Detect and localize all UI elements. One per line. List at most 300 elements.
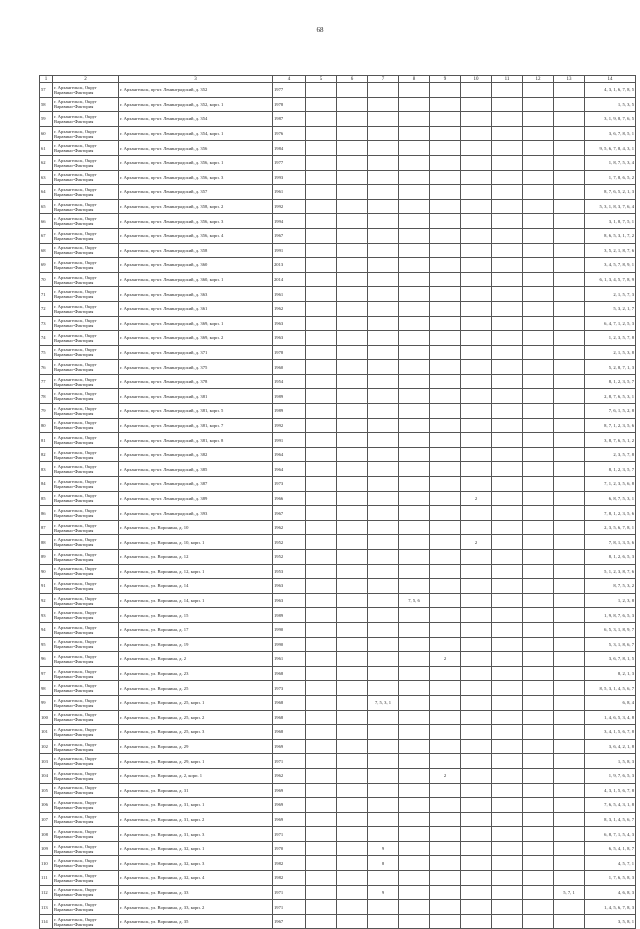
owner-district: г. Архангельск, Округ Варавино-Фактория <box>53 637 119 652</box>
col-10 <box>461 331 492 346</box>
address: г. Архангельск, пр-кт. Ленинградский, д. 381 <box>119 389 273 404</box>
address: г. Архангельск, пр-кт. Ленинградский, д. 393 <box>119 506 273 521</box>
row-number: 58 <box>40 97 53 112</box>
col-8 <box>399 243 430 258</box>
address: г. Архангельск, ул. Воронина, д. 14, корп. 1 <box>119 593 273 608</box>
col-12 <box>523 681 554 696</box>
col-6 <box>337 520 368 535</box>
col-12 <box>523 418 554 433</box>
build-year: 1970 <box>273 841 306 856</box>
build-year: 1968 <box>273 725 306 740</box>
table-row <box>40 97 636 112</box>
col-9 <box>430 871 461 886</box>
row-number: 90 <box>40 564 53 579</box>
col-14-codes: 7, 8, 1, 3, 5, 6 <box>585 535 636 550</box>
col-14-codes: 7, 6, 1, 5, 2, 8 <box>585 404 636 419</box>
col-11 <box>492 418 523 433</box>
col-9 <box>430 112 461 127</box>
col-8 <box>399 258 430 273</box>
col-5 <box>306 783 337 798</box>
col-7 <box>368 185 399 200</box>
address: г. Архангельск, ул. Воронина, д. 2 <box>119 652 273 667</box>
col-7 <box>368 564 399 579</box>
build-year: 1967 <box>273 228 306 243</box>
col-10 <box>461 418 492 433</box>
col-9 <box>430 564 461 579</box>
build-year: 1978 <box>273 97 306 112</box>
col-5 <box>306 141 337 156</box>
table-row <box>40 170 636 185</box>
owner-district: г. Архангельск, Округ Варавино-Фактория <box>53 550 119 565</box>
col-11 <box>492 695 523 710</box>
address: г. Архангельск, пр-кт. Ленинградский, д. 369, корп. 1 <box>119 316 273 331</box>
col-5 <box>306 666 337 681</box>
col-9 <box>430 126 461 141</box>
col-7 <box>368 739 399 754</box>
col-8 <box>399 155 430 170</box>
table-row <box>40 155 636 170</box>
col-6 <box>337 608 368 623</box>
col-8 <box>399 199 430 214</box>
col-5 <box>306 301 337 316</box>
address: г. Архангельск, пр-кт. Ленинградский, д. 381, корп. 7 <box>119 418 273 433</box>
build-year: 1954 <box>273 374 306 389</box>
address: г. Архангельск, пр-кт. Ленинградский, д. 369, корп. 2 <box>119 331 273 346</box>
col-9 <box>430 331 461 346</box>
col-8 <box>399 739 430 754</box>
col-12 <box>523 914 554 929</box>
table-row <box>40 447 636 462</box>
row-number: 100 <box>40 710 53 725</box>
col-11 <box>492 827 523 842</box>
col-10 <box>461 593 492 608</box>
col-10 <box>461 243 492 258</box>
col-14-codes: 7, 8, 1, 2, 3, 5, 6 <box>585 506 636 521</box>
address: г. Архангельск, ул. Воронина, д. 32, корп. 3 <box>119 856 273 871</box>
owner-district: г. Архангельск, Округ Варавино-Фактория <box>53 447 119 462</box>
row-number: 60 <box>40 126 53 141</box>
col-5 <box>306 710 337 725</box>
table-row <box>40 564 636 579</box>
col-13 <box>554 462 585 477</box>
col-12 <box>523 491 554 506</box>
col-13 <box>554 228 585 243</box>
col-14-codes: 8, 3, 1, 4, 5, 6, 7 <box>585 812 636 827</box>
col-5 <box>306 812 337 827</box>
build-year: 1992 <box>273 199 306 214</box>
col-8 <box>399 214 430 229</box>
col-14-codes: 3, 8, 7, 6, 5, 1, 2 <box>585 433 636 448</box>
table-row <box>40 331 636 346</box>
col-5 <box>306 871 337 886</box>
row-number: 72 <box>40 301 53 316</box>
col-8 <box>399 885 430 900</box>
address: г. Архангельск, ул. Воронина, д. 29, корп. 1 <box>119 754 273 769</box>
col-13 <box>554 272 585 287</box>
row-number: 73 <box>40 316 53 331</box>
col-5 <box>306 345 337 360</box>
col-11 <box>492 404 523 419</box>
col-9 <box>430 97 461 112</box>
col-7 <box>368 404 399 419</box>
address: г. Архангельск, ул. Воронина, д. 12, корп. 1 <box>119 564 273 579</box>
col-11 <box>492 141 523 156</box>
column-number-8: 8 <box>399 76 430 83</box>
address: г. Архангельск, пр-кт. Ленинградский, д. 382 <box>119 447 273 462</box>
col-9 <box>430 622 461 637</box>
build-year: 1963 <box>273 593 306 608</box>
col-9 <box>430 914 461 929</box>
build-year: 1994 <box>273 214 306 229</box>
col-5 <box>306 754 337 769</box>
col-14-codes: 5, 3, 1, 8, 6, 7 <box>585 637 636 652</box>
col-6 <box>337 374 368 389</box>
col-10 <box>461 579 492 594</box>
col-6 <box>337 652 368 667</box>
address: г. Архангельск, ул. Воронина, д. 10 <box>119 520 273 535</box>
column-number-11: 11 <box>492 76 523 83</box>
col-13 <box>554 287 585 302</box>
col-11 <box>492 739 523 754</box>
col-5 <box>306 404 337 419</box>
column-number-9: 9 <box>430 76 461 83</box>
col-7 <box>368 754 399 769</box>
col-12 <box>523 900 554 915</box>
col-8 <box>399 112 430 127</box>
col-8 <box>399 871 430 886</box>
owner-district: г. Архангельск, Округ Варавино-Фактория <box>53 83 119 98</box>
build-year: 1962 <box>273 520 306 535</box>
col-13 <box>554 83 585 98</box>
address: г. Архангельск, пр-кт. Ленинградский, д. 356, корп. 1 <box>119 155 273 170</box>
col-5 <box>306 258 337 273</box>
col-10 <box>461 301 492 316</box>
row-number: 113 <box>40 900 53 915</box>
col-14-codes: 5, 3, 2, 1, 7 <box>585 301 636 316</box>
address: г. Архангельск, пр-кт. Ленинградский, д. 356, корп. 4 <box>119 228 273 243</box>
col-5 <box>306 418 337 433</box>
col-8 <box>399 360 430 375</box>
table-row <box>40 287 636 302</box>
table-row <box>40 228 636 243</box>
col-10 <box>461 550 492 565</box>
col-5 <box>306 739 337 754</box>
owner-district: г. Архангельск, Округ Варавино-Фактория <box>53 374 119 389</box>
col-9 <box>430 374 461 389</box>
col-14-codes: 6, 1, 3, 4, 5, 7, 8, 9 <box>585 272 636 287</box>
col-9 <box>430 710 461 725</box>
col-7 <box>368 900 399 915</box>
owner-district: г. Архангельск, Округ Варавино-Фактория <box>53 301 119 316</box>
col-12 <box>523 754 554 769</box>
col-8 <box>399 681 430 696</box>
col-10 <box>461 433 492 448</box>
col-10 <box>461 462 492 477</box>
col-9 <box>430 856 461 871</box>
table-row <box>40 593 636 608</box>
col-7 <box>368 170 399 185</box>
table-row <box>40 914 636 929</box>
build-year: 2013 <box>273 258 306 273</box>
column-number-5: 5 <box>306 76 337 83</box>
col-11 <box>492 389 523 404</box>
col-9 <box>430 185 461 200</box>
address: г. Архангельск, пр-кт. Ленинградский, д. 360 <box>119 258 273 273</box>
col-9 <box>430 841 461 856</box>
owner-district: г. Архангельск, Округ Варавино-Фактория <box>53 199 119 214</box>
col-6 <box>337 812 368 827</box>
col-10 <box>461 374 492 389</box>
col-5 <box>306 637 337 652</box>
col-10 <box>461 652 492 667</box>
col-6 <box>337 491 368 506</box>
col-13 <box>554 214 585 229</box>
row-number: 96 <box>40 652 53 667</box>
table-row <box>40 666 636 681</box>
table-row <box>40 199 636 214</box>
build-year: 1969 <box>273 739 306 754</box>
col-6 <box>337 506 368 521</box>
col-7 <box>368 506 399 521</box>
col-13 <box>554 170 585 185</box>
col-12 <box>523 258 554 273</box>
col-14-codes: 3, 4, 5, 7, 8, 9, 1 <box>585 258 636 273</box>
owner-district: г. Архангельск, Округ Варавино-Фактория <box>53 360 119 375</box>
build-year: 1971 <box>273 754 306 769</box>
owner-district: г. Архангельск, Округ Варавино-Фактория <box>53 841 119 856</box>
col-10 <box>461 287 492 302</box>
col-8 <box>399 97 430 112</box>
address: г. Архангельск, пр-кт. Ленинградский, д. 352 <box>119 83 273 98</box>
row-number: 91 <box>40 579 53 594</box>
col-6 <box>337 389 368 404</box>
col-14-codes: 8, 5, 3, 1, 4, 5, 6, 7 <box>585 681 636 696</box>
col-9 <box>430 243 461 258</box>
col-14-codes: 7, 1, 2, 3, 5, 6, 8 <box>585 477 636 492</box>
col-10 <box>461 170 492 185</box>
col-14-codes: 1, 9, 8, 7, 6, 5, 3 <box>585 608 636 623</box>
col-7 <box>368 83 399 98</box>
col-12 <box>523 695 554 710</box>
col-12 <box>523 360 554 375</box>
col-8 <box>399 447 430 462</box>
table-row <box>40 681 636 696</box>
col-6 <box>337 535 368 550</box>
col-8 <box>399 185 430 200</box>
build-year: 1960 <box>273 360 306 375</box>
col-9 <box>430 301 461 316</box>
col-11 <box>492 477 523 492</box>
table-row <box>40 83 636 98</box>
column-number-10: 10 <box>461 76 492 83</box>
col-8 <box>399 666 430 681</box>
owner-district: г. Архангельск, Округ Варавино-Фактория <box>53 652 119 667</box>
col-14-codes: 1, 7, 8, 6, 5, 2 <box>585 170 636 185</box>
col-7 <box>368 418 399 433</box>
col-7 <box>368 520 399 535</box>
col-13 <box>554 491 585 506</box>
column-number-row <box>40 76 636 83</box>
col-11 <box>492 535 523 550</box>
col-6 <box>337 214 368 229</box>
col-11 <box>492 768 523 783</box>
address: г. Архангельск, ул. Воронина, д. 33 <box>119 885 273 900</box>
col-8 <box>399 301 430 316</box>
address: г. Архангельск, пр-кт. Ленинградский, д. 371 <box>119 345 273 360</box>
col-12 <box>523 856 554 871</box>
col-7 <box>368 433 399 448</box>
build-year: 1963 <box>273 316 306 331</box>
row-number: 75 <box>40 345 53 360</box>
col-13 <box>554 914 585 929</box>
col-5 <box>306 798 337 813</box>
col-12 <box>523 97 554 112</box>
col-10 <box>461 739 492 754</box>
col-9 <box>430 798 461 813</box>
col-9 <box>430 155 461 170</box>
col-7 <box>368 579 399 594</box>
build-year: 1978 <box>273 345 306 360</box>
col-9 <box>430 447 461 462</box>
col-13 <box>554 520 585 535</box>
col-7 <box>368 550 399 565</box>
col-12 <box>523 374 554 389</box>
col-10 <box>461 389 492 404</box>
col-8 <box>399 228 430 243</box>
col-5 <box>306 885 337 900</box>
owner-district: г. Архангельск, Округ Варавино-Фактория <box>53 126 119 141</box>
col-6 <box>337 477 368 492</box>
table-row <box>40 506 636 521</box>
col-9 <box>430 681 461 696</box>
col-9 <box>430 885 461 900</box>
build-year: 1961 <box>273 287 306 302</box>
col-13 <box>554 258 585 273</box>
address: г. Архангельск, пр-кт. Ленинградский, д. 389 <box>119 491 273 506</box>
col-13 <box>554 856 585 871</box>
col-6 <box>337 185 368 200</box>
col-12 <box>523 272 554 287</box>
col-13 <box>554 608 585 623</box>
col-13 <box>554 433 585 448</box>
col-13: 5, 7, 1 <box>554 885 585 900</box>
col-11 <box>492 433 523 448</box>
col-11 <box>492 798 523 813</box>
col-8 <box>399 462 430 477</box>
col-8 <box>399 477 430 492</box>
col-12 <box>523 447 554 462</box>
col-12 <box>523 798 554 813</box>
table-row <box>40 652 636 667</box>
col-12 <box>523 593 554 608</box>
col-13 <box>554 681 585 696</box>
col-6 <box>337 550 368 565</box>
table-row <box>40 258 636 273</box>
col-6 <box>337 754 368 769</box>
col-6 <box>337 564 368 579</box>
col-11 <box>492 520 523 535</box>
col-11 <box>492 506 523 521</box>
col-5 <box>306 520 337 535</box>
col-9 <box>430 228 461 243</box>
col-14-codes: 6, 8, 4 <box>585 695 636 710</box>
col-9 <box>430 783 461 798</box>
col-11 <box>492 856 523 871</box>
row-number: 108 <box>40 827 53 842</box>
col-9 <box>430 360 461 375</box>
col-14-codes: 4, 3, 1, 5, 6, 7, 8 <box>585 783 636 798</box>
owner-district: г. Архангельск, Округ Варавино-Фактория <box>53 622 119 637</box>
build-year: 1961 <box>273 652 306 667</box>
col-14-codes: 2, 1, 5, 3, 8 <box>585 345 636 360</box>
col-14-codes: 8, 1, 2, 6, 5, 3 <box>585 550 636 565</box>
col-12 <box>523 725 554 740</box>
col-12 <box>523 404 554 419</box>
owner-district: г. Архангельск, Округ Варавино-Фактория <box>53 462 119 477</box>
build-year: 1989 <box>273 608 306 623</box>
col-9 <box>430 462 461 477</box>
col-11 <box>492 331 523 346</box>
build-year: 1969 <box>273 783 306 798</box>
table-row <box>40 885 636 900</box>
col-13 <box>554 812 585 827</box>
owner-district: г. Архангельск, Округ Варавино-Фактория <box>53 579 119 594</box>
build-year: 1976 <box>273 126 306 141</box>
col-10 <box>461 520 492 535</box>
col-10 <box>461 199 492 214</box>
owner-district: г. Архангельск, Округ Варавино-Фактория <box>53 695 119 710</box>
owner-district: г. Архангельск, Округ Варавино-Фактория <box>53 404 119 419</box>
col-14-codes: 2, 3, 5, 7, 8 <box>585 447 636 462</box>
col-6 <box>337 593 368 608</box>
col-7 <box>368 710 399 725</box>
col-5 <box>306 462 337 477</box>
col-8 <box>399 418 430 433</box>
col-6 <box>337 97 368 112</box>
col-10 <box>461 914 492 929</box>
col-8 <box>399 900 430 915</box>
address: г. Архангельск, ул. Воронина, д. 14 <box>119 579 273 594</box>
col-8 <box>399 579 430 594</box>
col-7 <box>368 871 399 886</box>
col-6 <box>337 316 368 331</box>
table-row <box>40 462 636 477</box>
col-10 <box>461 112 492 127</box>
col-13 <box>554 550 585 565</box>
col-8 <box>399 535 430 550</box>
col-12 <box>523 812 554 827</box>
col-8 <box>399 374 430 389</box>
col-12 <box>523 389 554 404</box>
col-12 <box>523 345 554 360</box>
col-6 <box>337 637 368 652</box>
table-body <box>40 83 636 929</box>
col-7 <box>368 345 399 360</box>
col-5 <box>306 506 337 521</box>
col-7 <box>368 652 399 667</box>
row-number: 65 <box>40 199 53 214</box>
build-year: 1982 <box>273 871 306 886</box>
owner-district: г. Архангельск, Округ Варавино-Фактория <box>53 812 119 827</box>
col-8 <box>399 754 430 769</box>
col-14-codes: 4, 6, 8, 3 <box>585 885 636 900</box>
col-6 <box>337 155 368 170</box>
col-14-codes: 1, 4, 5, 6, 7, 8, 3 <box>585 900 636 915</box>
table-row <box>40 710 636 725</box>
build-year: 1964 <box>273 462 306 477</box>
col-11 <box>492 126 523 141</box>
col-10 <box>461 798 492 813</box>
